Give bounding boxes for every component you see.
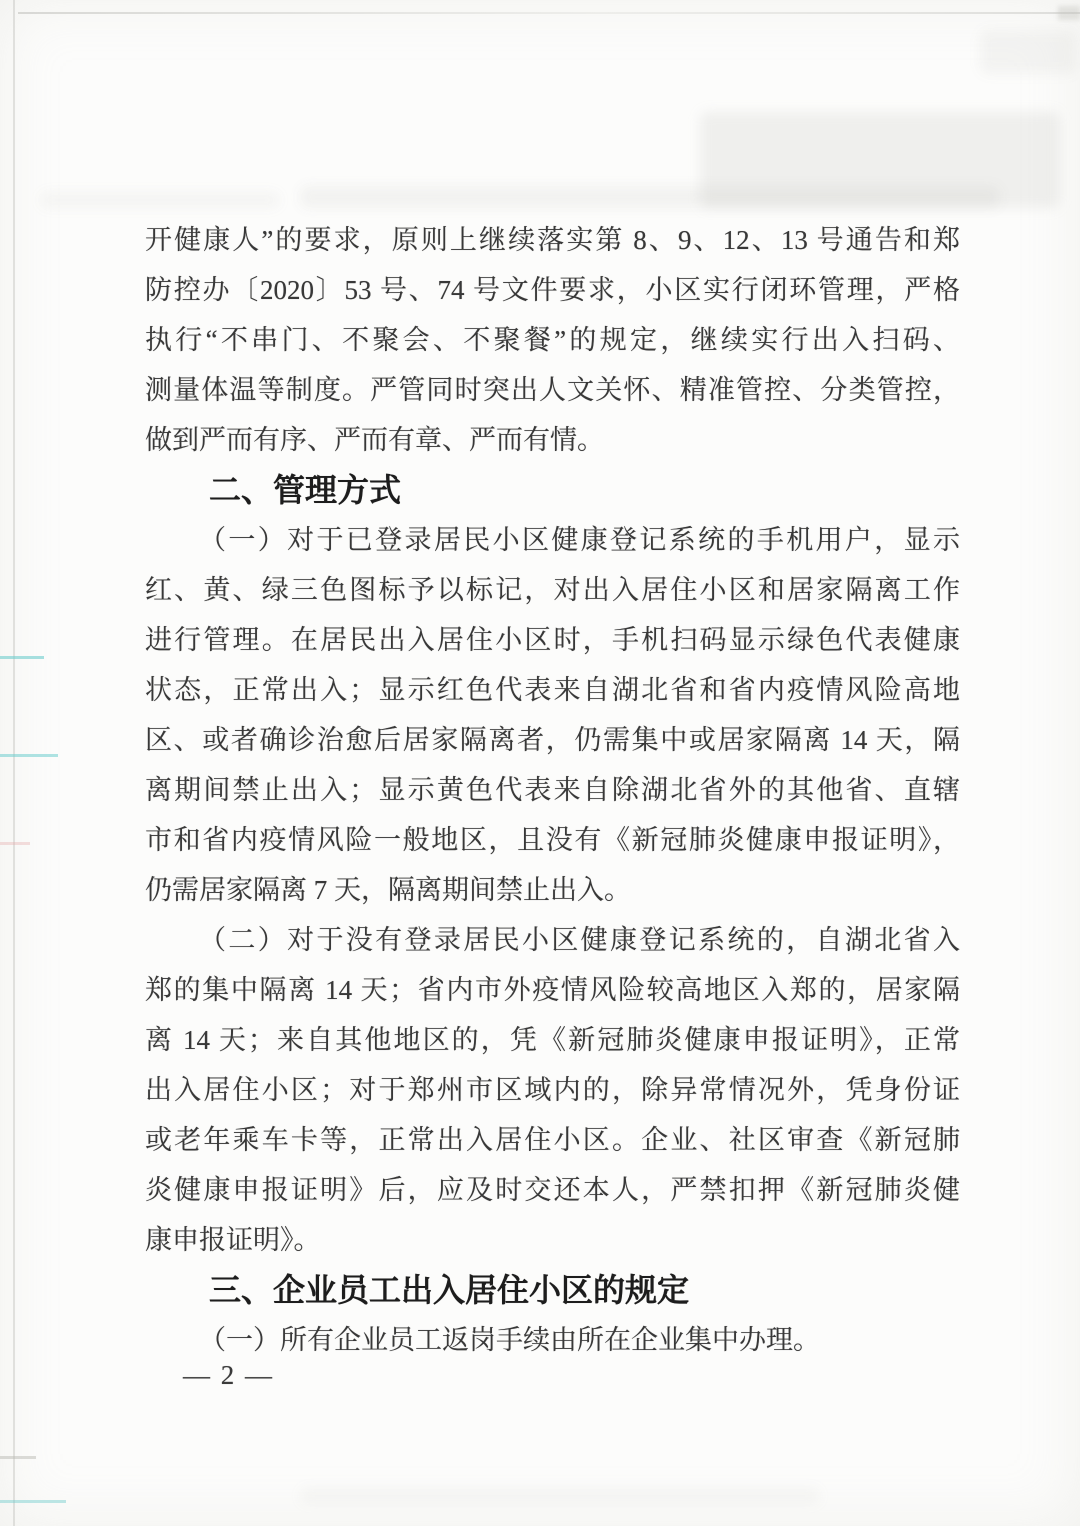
text-line: 离 14 天；来自其他地区的，凭《新冠肺炎健康申报证明》，正常	[145, 1025, 960, 1055]
scan-mark	[0, 1456, 36, 1459]
scan-edge-left	[13, 0, 15, 1526]
text-line: 康申报证明》。	[145, 1225, 321, 1255]
scan-noise	[980, 30, 1076, 74]
text-line: 执行“不串门、不聚会、不聚餐”的规定，继续实行出入扫码、	[145, 325, 960, 355]
text-line: （一）对于已登录居民小区健康登记系统的手机用户，显示	[199, 525, 960, 555]
text-line: 或老年乘车卡等，正常出入居住小区。企业、社区审查《新冠肺	[145, 1125, 960, 1155]
text-line: 炎健康申报证明》后，应及时交还本人，严禁扣押《新冠肺炎健	[145, 1175, 960, 1205]
text-line: 进行管理。在居民出入居住小区时，手机扫码显示绿色代表健康	[145, 625, 960, 655]
document-body	[145, 215, 960, 1365]
text-line: 做到严而有序、严而有章、严而有情。	[145, 425, 604, 455]
text-line: 出入居住小区；对于郑州市区域内的，除异常情况外，凭身份证	[145, 1075, 960, 1105]
text-line: 区、或者确诊治愈后居家隔离者，仍需集中或居家隔离 14 天，隔	[145, 725, 960, 755]
scan-mark	[0, 656, 44, 659]
page-number: — 2 —	[183, 1360, 274, 1390]
scan-edge-top	[18, 12, 1080, 14]
scan-noise	[300, 186, 1000, 208]
scan-edge-corner	[1058, 6, 1080, 20]
paragraph	[145, 215, 960, 465]
paragraph	[145, 515, 960, 915]
text-line: 离期间禁止出入；显示黄色代表来自除湖北省外的其他省、直辖	[145, 775, 960, 805]
paragraph	[145, 1315, 960, 1365]
scan-mark	[0, 754, 58, 757]
scan-mark	[0, 842, 30, 845]
text-line: 开健康人”的要求，原则上继续落实第 8、9、12、13 号通告和郑	[145, 225, 960, 255]
text-line: 防控办〔2020〕53 号、74 号文件要求，小区实行闭环管理，严格	[145, 275, 960, 305]
scan-noise	[40, 192, 280, 208]
text-line: 市和省内疫情风险一般地区，且没有《新冠肺炎健康申报证明》，	[145, 825, 960, 855]
section-heading: 二、管理方式	[209, 472, 402, 508]
paragraph	[145, 915, 960, 1265]
text-line: 红、黄、绿三色图标予以标记，对出入居住小区和居家隔离工作	[145, 575, 960, 605]
text-line: 郑的集中隔离 14 天；省内市外疫情风险较高地区入郑的，居家隔	[145, 975, 960, 1005]
section-heading: 三、企业员工出入居住小区的规定	[209, 1272, 690, 1308]
text-line: （一）所有企业员工返岗手续由所在企业集中办理。	[199, 1325, 820, 1355]
text-line: 状态，正常出入；显示红色代表来自湖北省和省内疫情风险高地	[145, 675, 960, 705]
scan-mark	[0, 1500, 66, 1503]
scan-noise	[300, 1488, 820, 1504]
text-line: （二）对于没有登录居民小区健康登记系统的，自湖北省入	[199, 925, 960, 955]
text-line: 仍需居家隔离 7 天，隔离期间禁止出入。	[145, 875, 631, 905]
text-line: 测量体温等制度。严管同时突出人文关怀、精准管控、分类管控，	[145, 375, 960, 405]
